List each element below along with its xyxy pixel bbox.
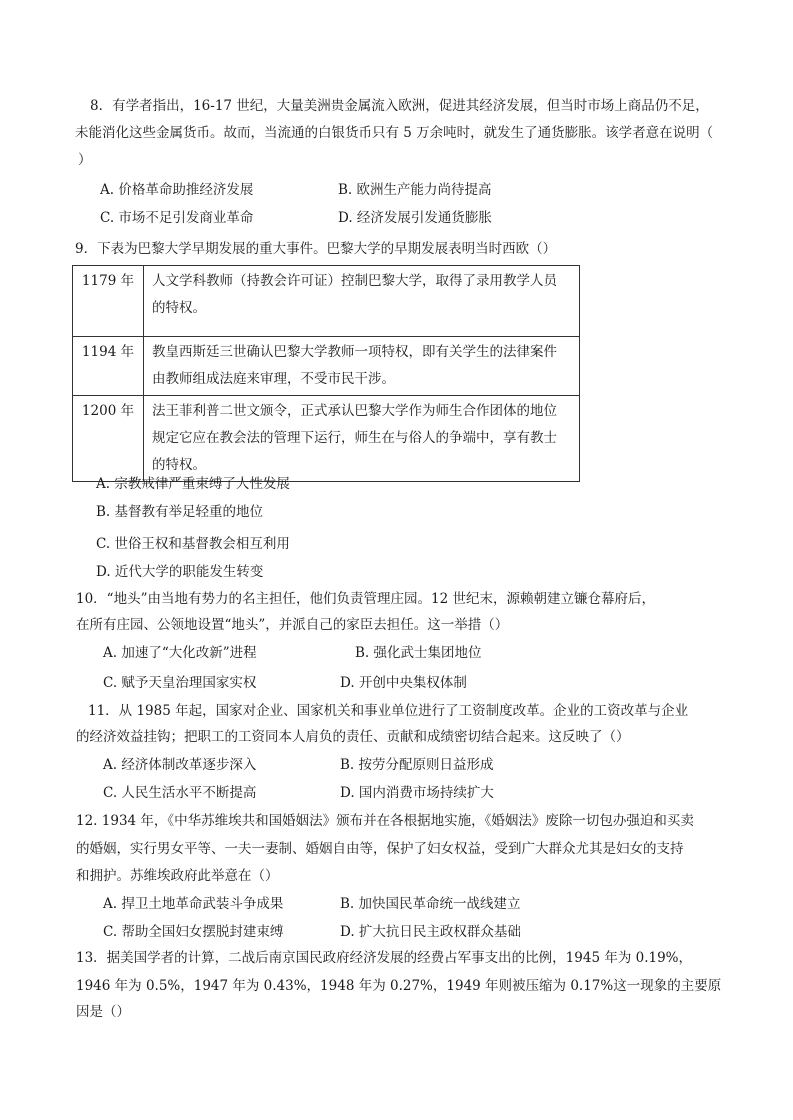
q11-option-d: D. 国内消费市场持续扩大	[340, 785, 494, 801]
event-text-line: 由教师组成法庭来审理，不受市民干涉。	[152, 371, 395, 387]
q11-stem-line2: 的经济效益挂钩；把职工的工资同本人肩负的责任、贡献和成绩密切结合起来。这反映了（）	[76, 729, 630, 745]
q11-option-a: A. 经济体制改革逐步深入	[103, 757, 257, 773]
q9-events-table	[72, 265, 580, 482]
event-description	[144, 266, 580, 337]
q8-stem-line2: 未能消化这些金属货币。故而，当流通的白银货币只有 5 万余吨时，就发生了通货膨胀。该学者意在说明（	[75, 125, 714, 141]
q13-stem-line3: 因是（）	[76, 1004, 130, 1020]
q8-option-c: C. 市场不足引发商业革命	[100, 210, 254, 226]
q9-option-c: C. 世俗王权和基督教会相互利用	[96, 536, 290, 552]
q8-stem-line3: ）	[78, 152, 92, 168]
q9-option-b: B. 基督教有举足轻重的地位	[96, 504, 264, 520]
event-description	[144, 337, 580, 396]
q12-stem-line3: 和拥护。苏维埃政府此举意在（）	[76, 868, 279, 884]
q11-option-b: B. 按劳分配原则日益形成	[340, 757, 494, 773]
event-text-line: 人文学科教师（持教会许可证）控制巴黎大学，取得了录用教学人员	[152, 273, 557, 289]
q11-option-c: C. 人民生活水平不断提高	[103, 785, 257, 801]
q12-stem-line1: 12. 1934 年，《中华苏维埃共和国婚姻法》颁布并在各根据地实施，《婚姻法》废除一切包办强迫和买卖	[76, 813, 694, 829]
event-text-line: 的特权。	[152, 300, 206, 316]
q12-option-c: C. 帮助全国妇女摆脱封建束缚	[103, 924, 284, 940]
q8-option-d: D. 经济发展引发通货膨胀	[338, 210, 492, 226]
event-year: 1200 年	[73, 396, 144, 482]
q12-stem-line2: 的婚姻，实行男女平等、一夫一妻制、婚姻自由等，保护了妇女权益，受到广大群众尤其是妇女的支持	[76, 841, 684, 857]
q10-stem-line1: 10．“地头”由当地有势力的名主担任，他们负责管理庄园。12 世纪末，源赖朝建立镰仓幕府后，	[76, 591, 655, 607]
q9-option-d: D. 近代大学的职能发生转变	[96, 564, 264, 580]
q10-option-d: D. 开创中央集权体制	[340, 675, 467, 691]
table-row	[73, 337, 580, 396]
q12-option-b: B. 加快国民革命统一战线建立	[340, 896, 521, 912]
q12-option-d: D. 扩大抗日民主政权群众基础	[340, 924, 521, 940]
event-text-line: 的特权。	[152, 457, 206, 473]
q13-stem-line1: 13．据美国学者的计算，二战后南京国民政府经济发展的经费占军事支出的比例，1945 年为 0.19%，	[76, 950, 693, 966]
q10-stem-line2: 在所有庄园、公领地设置“地头”，并派自己的家臣去担任。这一举措（）	[76, 617, 509, 633]
q10-option-a: A. 加速了“大化改新”进程	[103, 645, 257, 661]
q8-option-b: B. 欧洲生产能力尚待提高	[338, 182, 492, 198]
q8-option-a: A. 价格革命助推经济发展	[100, 182, 254, 198]
q8-stem-line1: 8．有学者指出，16-17 世纪，大量美洲贵金属流入欧洲，促进其经济发展，但当时市场上商品仍不足，	[90, 98, 709, 114]
event-description	[144, 396, 580, 482]
q13-stem-line2: 1946 年为 0.5%，1947 年为 0.43%，1948 年为 0.27%，1949 年则被压缩为 0.17%这一现象的主要原	[76, 978, 722, 994]
q10-option-b: B. 强化武士集团地位	[355, 645, 482, 661]
event-year: 1179 年	[73, 266, 144, 337]
q9-option-a: A. 宗教戒律严重束缚了人性发展	[96, 476, 290, 492]
q11-stem-line1: 11．从 1985 年起，国家对企业、国家机关和事业单位进行了工资制度改革。企业的工资改革与企业	[88, 703, 689, 719]
event-year: 1194 年	[73, 337, 144, 396]
q12-option-a: A. 捍卫土地革命武装斗争成果	[103, 896, 284, 912]
event-text-line: 教皇西斯廷三世确认巴黎大学教师一项特权，即有关学生的法律案件	[152, 344, 557, 360]
q10-option-c: C. 赋予天皇治理国家实权	[103, 675, 257, 691]
event-text-line: 法王菲利普二世文颁令，正式承认巴黎大学作为师生合作团体的地位	[152, 403, 557, 419]
table-row	[73, 396, 580, 482]
event-text-line: 规定它应在教会法的管理下运行，师生在与俗人的争端中，享有教士	[152, 430, 557, 446]
q9-stem: 9．下表为巴黎大学早期发展的重大事件。巴黎大学的早期发展表明当时西欧（）	[75, 241, 557, 257]
table-row	[73, 266, 580, 337]
